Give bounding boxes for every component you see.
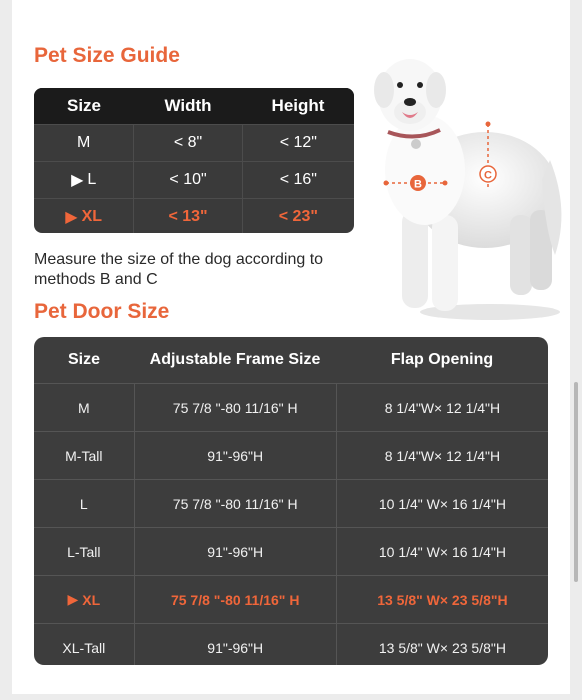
size-guide-header-row [34,88,354,124]
door-size-table [34,337,548,665]
row-height: < 16" [242,162,354,198]
table-row [34,383,548,431]
row-size: M [77,399,90,416]
row-size-label: XL [82,591,101,608]
row-size: M-Tall [65,447,103,464]
row-size-label: L [87,171,97,188]
row-width: < 8" [133,125,241,161]
row-size-label: XL [81,208,103,225]
row-height: < 12" [242,125,354,161]
row-size: M [77,134,91,151]
row-frame: 91"-96"H [134,624,336,665]
row-flap: 8 1/4"W× 12 1/4"H [336,384,548,431]
door-size-title: Pet Door Size [34,300,170,323]
table-row-highlighted [34,198,354,233]
row-width: < 10" [133,162,241,198]
play-arrow-icon: ▶ [71,172,84,189]
table-row [34,479,548,527]
row-flap: 13 5/8" W× 23 5/8"H [336,576,548,623]
row-frame: 75 7/8 "-80 11/16" H [134,576,336,623]
label-c: C [484,169,492,182]
header-frame: Adjustable Frame Size [149,351,321,368]
row-size: L-Tall [67,543,101,560]
dog-illustration [370,40,570,320]
row-size: XL-Tall [62,639,106,656]
row-flap: 10 1/4" W× 16 1/4"H [336,480,548,527]
table-row [34,623,548,665]
row-size [34,576,134,623]
door-size-header-row [34,337,548,383]
row-frame: 75 7/8 "-80 11/16" H [134,384,336,431]
row-size [34,199,133,233]
size-guide-title: Pet Size Guide [34,44,180,67]
header-size: Size [67,351,100,368]
row-frame: 91"-96"H [134,432,336,479]
play-arrow-icon: ▶ [67,591,79,607]
play-arrow-icon: ▶ [65,209,78,226]
row-size: L [79,495,88,512]
table-row [34,124,354,161]
header-height: Height [271,96,325,115]
table-row [34,161,354,198]
size-guide-table [34,88,354,233]
header-width: Width [164,96,212,115]
row-frame: 75 7/8 "-80 11/16" H [134,480,336,527]
row-height: < 23" [242,199,354,233]
row-size [34,162,133,198]
table-row-highlighted [34,575,548,623]
row-frame: 91"-96"H [134,528,336,575]
table-row [34,527,548,575]
row-flap: 8 1/4"W× 12 1/4"H [336,432,548,479]
row-flap: 10 1/4" W× 16 1/4"H [336,528,548,575]
header-flap: Flap Opening [390,351,494,368]
label-b: B [414,178,422,191]
measure-instructions: Measure the size of the dog according to methods B and C [34,251,324,288]
header-size: Size [66,96,102,115]
scrollbar[interactable] [574,382,578,582]
row-width: < 13" [133,199,241,233]
row-flap: 13 5/8" W× 23 5/8"H [336,624,548,665]
table-row [34,431,548,479]
